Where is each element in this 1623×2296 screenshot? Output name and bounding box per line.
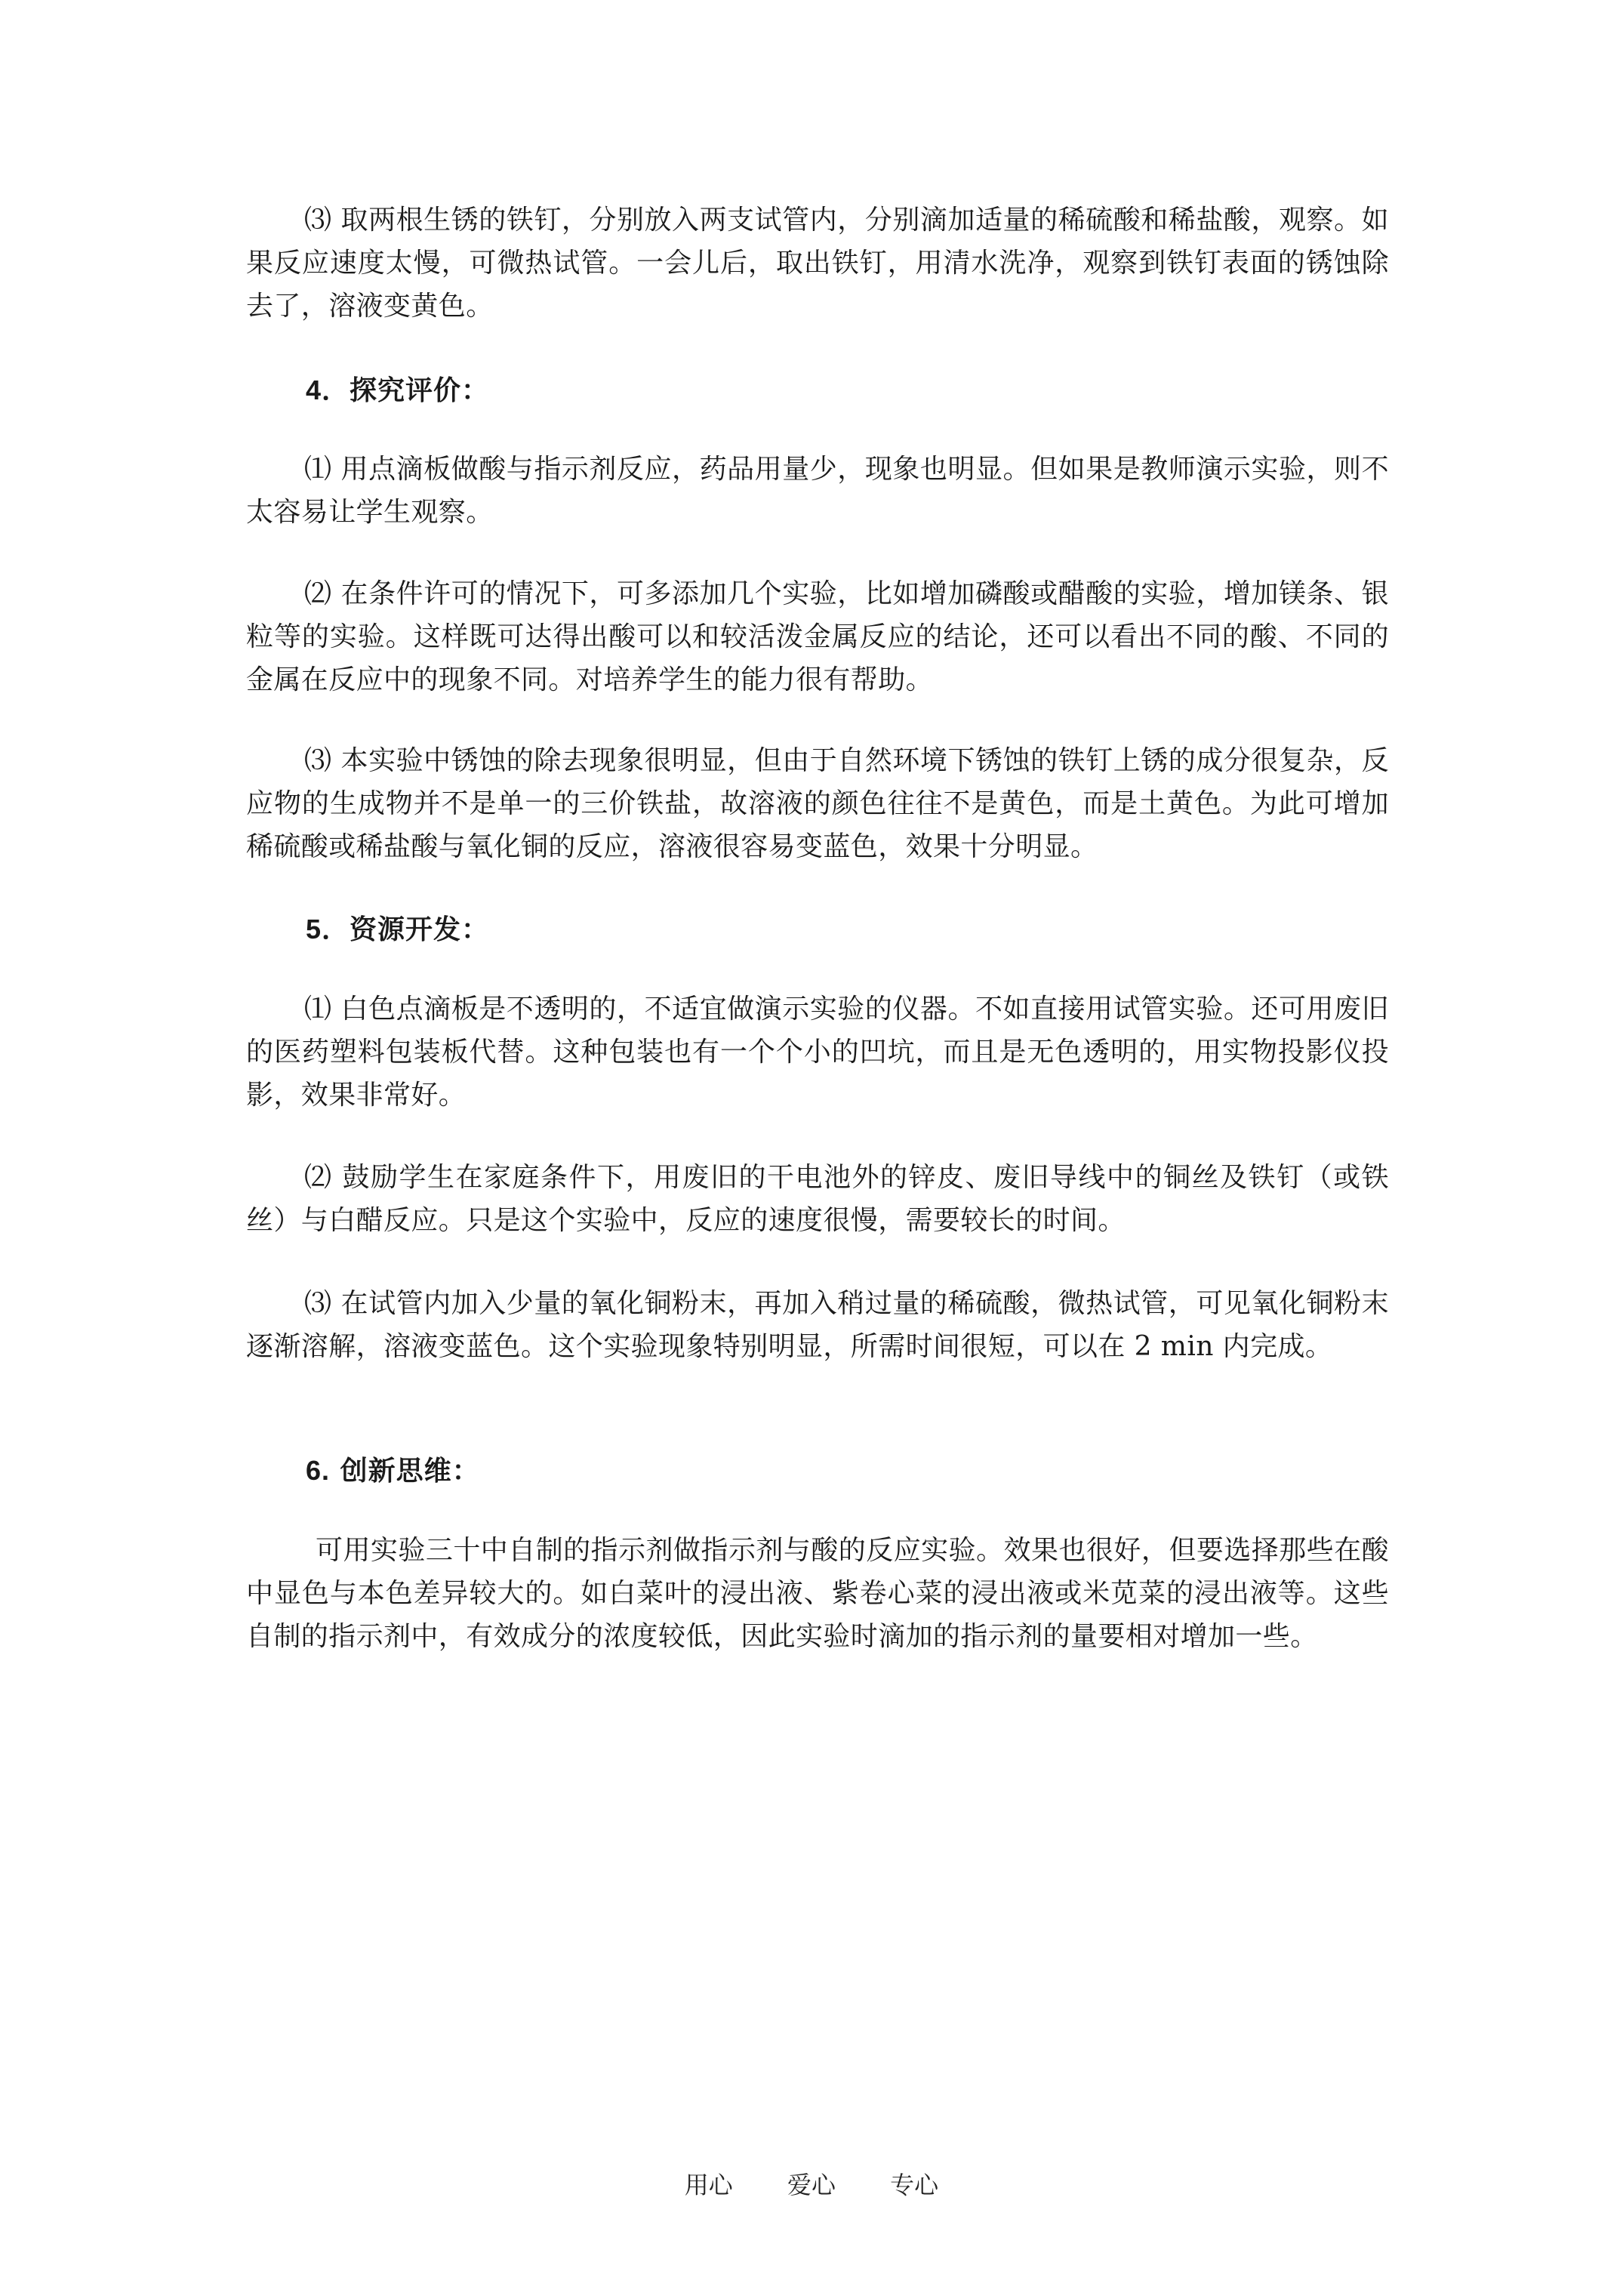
section-heading-innovation [306, 1449, 480, 1493]
paragraph-evaluation-1: ⑴ 用点滴板做酸与指示剂反应，药品用量少，现象也明显。但如果是教师演示实验，则不太容易让学生观察。 [246, 454, 1389, 528]
section-number: 4． [306, 374, 350, 405]
paragraph-resources-1: ⑴ 白色点滴板是不透明的，不适宜做演示实验的仪器。不如直接用试管实验。还可用废旧的医药塑料包装板代替。这种包装也有一个个小的凹坑，而且是无色透明的，用实物投影仪投影，效果非常好。 [246, 994, 1389, 1111]
section-title: 资源开发： [350, 914, 490, 945]
section-number: 6. [306, 1455, 331, 1486]
footer-motto-3: 专心 [890, 2171, 939, 2199]
paragraph-rust-removal-experiment: ⑶ 取两根生锈的铁钉，分别放入两支试管内，分别滴加适量的稀硫酸和稀盐酸，观察。如果反应速度太慢，可微热试管。一会儿后，取出铁钉，用清水洗净，观察到铁钉表面的锈蚀除去了，溶液变黄色。 [246, 205, 1389, 322]
section-heading-evaluation [306, 368, 489, 412]
paragraph-innovation: 可用实验三十中自制的指示剂做指示剂与酸的反应实验。效果也很好，但要选择那些在酸中显色与本色差异较大的。如白菜叶的浸出液、紫卷心菜的浸出液或米苋菜的浸出液等。这些自制的指示剂中，有效成分的浓度较低，因此实验时滴加的指示剂的量要相对增加一些。 [246, 1535, 1389, 1652]
section-title: 创新思维： [330, 1456, 480, 1487]
footer-motto-2: 爱心 [787, 2171, 836, 2199]
section-title: 探究评价： [350, 375, 490, 406]
section-heading-resources [306, 908, 489, 951]
paragraph-evaluation-2: ⑵ 在条件许可的情况下，可多添加几个实验，比如增加磷酸或醋酸的实验，增加镁条、银粒等的实验。这样既可达得出酸可以和较活泼金属反应的结论，还可以看出不同的酸、不同的金属在反应中的现象不同。对培养学生的能力很有帮助。 [246, 578, 1389, 695]
paragraph-resources-2: ⑵ 鼓励学生在家庭条件下，用废旧的干电池外的锌皮、废旧导线中的铜丝及铁钉（或铁丝）与白醋反应。只是这个实验中，反应的速度很慢，需要较长的时间。 [246, 1162, 1389, 1236]
section-number: 5． [306, 914, 350, 945]
page-footer [0, 2170, 1623, 2200]
paragraph-evaluation-3: ⑶ 本实验中锈蚀的除去现象很明显，但由于自然环境下锈蚀的铁钉上锈的成分很复杂，反应物的生成物并不是单一的三价铁盐，故溶液的颜色往往不是黄色，而是土黄色。为此可增加稀硫酸或稀盐酸与氧化铜的反应，溶液很容易变蓝色，效果十分明显。 [246, 745, 1389, 862]
paragraph-resources-3: ⑶ 在试管内加入少量的氧化铜粉末，再加入稍过量的稀硫酸，微热试管，可见氧化铜粉末逐渐溶解，溶液变蓝色。这个实验现象特别明显，所需时间很短，可以在 2 min 内完成。 [246, 1288, 1389, 1362]
footer-motto-1: 用心 [684, 2171, 733, 2199]
